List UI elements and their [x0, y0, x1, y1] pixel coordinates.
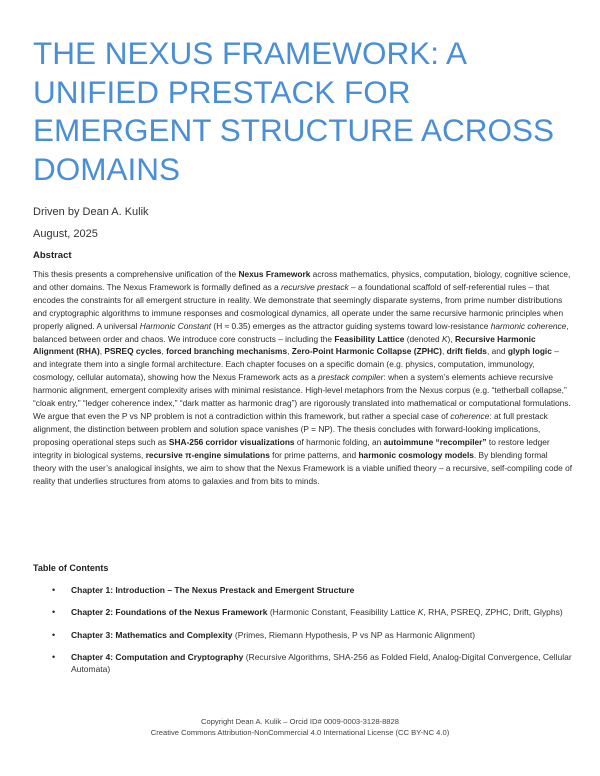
abstract-bold: PSREQ cycles — [104, 346, 162, 357]
toc-item-detail: (Recursive Algorithms, SHA-256 as Folded Field, Analog-Digital Convergence, Cellular Automata) — [71, 651, 572, 675]
toc-item-title: Chapter 1: Introduction – The Nexus Prestack and Emergent Structure — [71, 585, 355, 595]
abstract-text: . By blending formal theory with the user’s analogical insights, we aim to show that the Nexus Framework is a viable unified theory – a recursive, self-compiling code of reality that underlies structures from atoms to galaxies and from bits to minds. — [33, 449, 573, 486]
abstract-text: : when a system’s elements achieve recursive harmonic alignment, emergent complexity arises with minimal resistance. High-level metaphors from the Nexus corpus (e.g. “tetherball collapse,” “cloak entry,” “ledger coherence index,” “dark matter as harmonic drag”) are rigorously translated into mathematical or computational formulations. We argue that even the P vs NP problem is not a contradiction within this framework, but rather a special case of — [33, 372, 571, 421]
abstract-italic: Harmonic Constant — [139, 320, 212, 331]
page-footer — [0, 716, 600, 738]
abstract-text: , and — [486, 346, 508, 357]
abstract-text: , — [287, 346, 292, 357]
abstract-text: , balanced between order and chaos. We introduce core constructs – including the — [33, 320, 569, 344]
abstract-text: for prime patterns, and — [269, 449, 359, 460]
abstract-italic: recursive prestack — [280, 281, 349, 292]
abstract-text: , — [99, 346, 105, 357]
license-line: Creative Commons Attribution-NonCommercial 4.0 International License (CC BY-NC 4.0) — [150, 728, 450, 737]
toc-item-title: Chapter 2: Foundations of the Nexus Framework — [71, 607, 268, 618]
toc-item-title: Chapter 3: Mathematics and Complexity — [71, 629, 233, 640]
abstract-bold: glyph logic — [507, 346, 552, 357]
toc-item-chapter-4 — [33, 651, 573, 676]
toc-item-chapter-1 — [33, 584, 573, 596]
abstract-bold: drift fields — [446, 346, 487, 357]
toc-item-detail: (Harmonic Constant, Feasibility Lattice — [267, 607, 418, 618]
abstract-bold: Zero-Point Harmonic Collapse (ZPHC) — [291, 346, 442, 357]
abstract-bold: recursive π-engine simulations — [145, 449, 270, 460]
abstract-text: – and integrate them into a single formal architecture. Each chapter focuses on a specific domain (e.g. physics, computation, immunology, cosmology, cellular automata), showing how the Nexus Framework acts as a — [33, 346, 559, 383]
document-title: THE NEXUS FRAMEWORK: A UNIFIED PRESTACK FOR EMERGENT STRUCTURE ACROSS DOMAINS — [33, 35, 554, 187]
copyright-line: Copyright Dean A. Kulik – Orcid ID# 0009-0003-3128-8828 — [201, 717, 399, 726]
abstract-body — [33, 268, 573, 487]
abstract-bold: harmonic cosmology models — [358, 449, 474, 460]
toc-heading: Table of Contents — [33, 563, 109, 573]
abstract-bold: Recursive Harmonic Alignment (RHA) — [33, 333, 536, 357]
abstract-italic: prestack compiler — [318, 372, 384, 383]
abstract-text: , — [441, 346, 447, 357]
abstract-text: across mathematics, physics, computation, biology, cognitive science, and other domains. The Nexus Framework is formally defined as a — [33, 269, 571, 292]
bullet-icon: • — [52, 651, 56, 662]
abstract-bold: forced branching mechanisms — [166, 346, 288, 357]
abstract-bold: Feasibility Lattice — [334, 333, 405, 344]
toc-item-chapter-3 — [33, 629, 573, 641]
abstract-heading: Abstract — [33, 250, 72, 261]
abstract-italic: harmonic coherence — [490, 320, 567, 331]
table-of-contents — [33, 584, 573, 685]
author-line: Driven by Dean A. Kulik — [33, 206, 149, 218]
abstract-text: , — [161, 346, 167, 357]
abstract-text: – a foundational scaffold of self-referential rules – that encodes the constraints for all emergent structure in reality. We demonstrate that seemingly disparate systems, from prime number distributions and cryptographic algorithms to immune responses and cosmological dynamics, all operate under the same recursive harmonic principles when properly aligned. A universal — [33, 281, 564, 331]
abstract-text: of harmonic folding, an — [294, 436, 384, 447]
date-line: August, 2025 — [33, 228, 98, 240]
abstract-bold: Nexus Framework — [238, 269, 311, 279]
abstract-italic: K — [441, 333, 448, 344]
toc-item-detail: , RHA, PSREQ, ZPHC, Drift, Glyphs) — [423, 607, 563, 618]
abstract-bold: SHA-256 corridor visualizations — [168, 436, 295, 447]
abstract-text: ), — [447, 333, 455, 344]
toc-item-detail: (Primes, Riemann Hypothesis, P vs NP as Harmonic Alignment) — [232, 629, 476, 640]
abstract-italic: coherence — [450, 410, 490, 421]
toc-item-title: Chapter 4: Computation and Cryptography — [71, 651, 244, 662]
abstract-bold: autoimmune “recompiler” — [383, 436, 487, 447]
toc-item-detail-italic: K — [417, 607, 424, 618]
bullet-icon: • — [52, 607, 56, 618]
toc-item-chapter-2 — [33, 606, 573, 618]
abstract-text: to restore ledger integrity in biological systems, — [33, 436, 550, 460]
bullet-icon: • — [52, 629, 56, 640]
abstract-text: (H ≈ 0.35) emerges as the attractor guiding systems toward low-resistance — [211, 320, 491, 331]
abstract-text: This thesis presents a comprehensive unification of the — [33, 269, 239, 279]
bullet-icon: • — [52, 585, 56, 595]
abstract-text: (denoted — [404, 333, 442, 344]
abstract-text: : at full prestack alignment, the distinction between problem and solution space vanishes (P = NP). The thesis concludes with forward-looking implications, proposing operational steps such as — [33, 410, 548, 447]
